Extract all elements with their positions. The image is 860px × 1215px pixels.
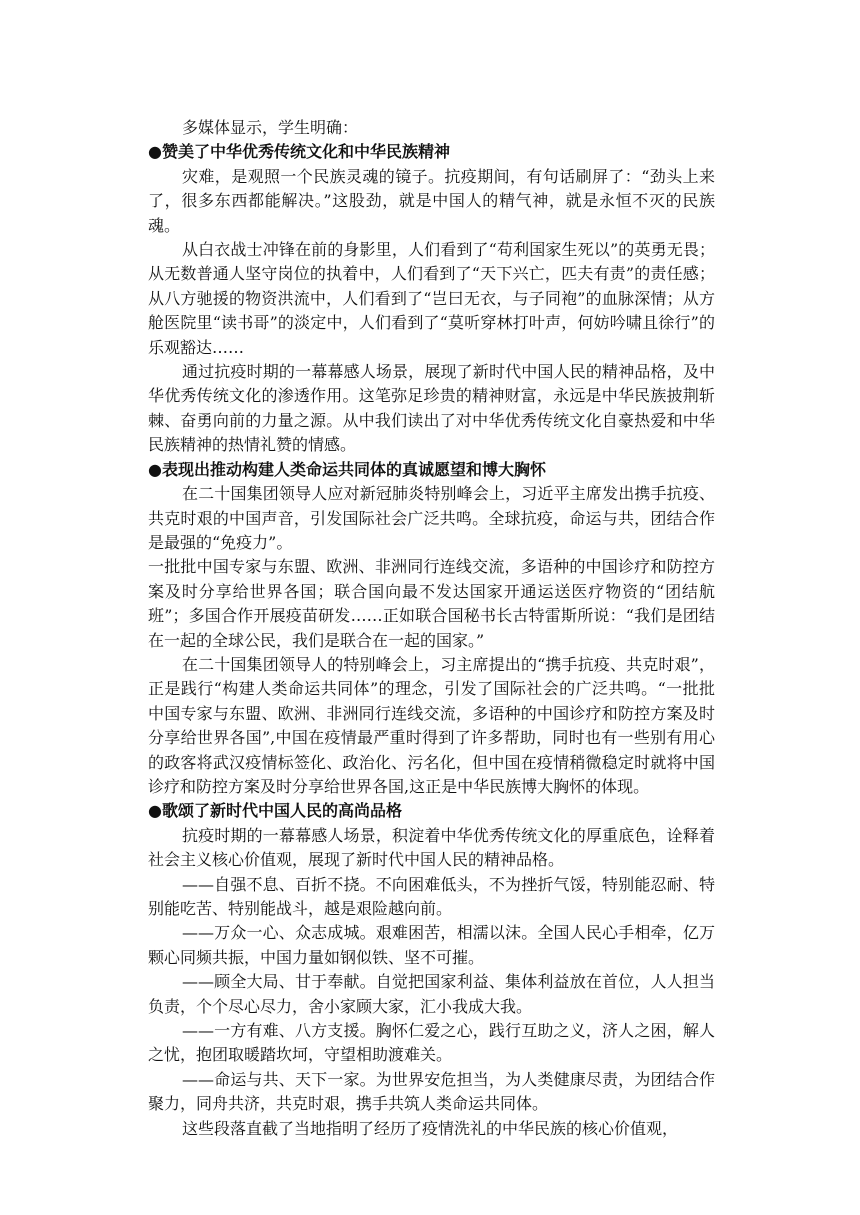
paragraph: ——顾全大局、甘于奉献。自觉把国家利益、集体利益放在首位，人人担当负责，个个尽心尽力，舍小家顾大家，汇小我成大我。 <box>148 972 715 1016</box>
section-heading <box>148 799 715 823</box>
bullet-icon: ● <box>148 801 162 821</box>
heading-text: 歌颂了新时代中国人民的高尚品格 <box>162 801 403 821</box>
paragraph: 抗疫时期的一幕幕感人场景，积淀着中华优秀传统文化的厚重底色，诠释着社会主义核心价值观，展现了新时代中国人民的精神品格。 <box>148 825 715 870</box>
paragraph: 灾难，是观照一个民族灵魂的镜子。抗疫期间，有句话刷屏了：“劲头上来了，很多东西都能解决。”这股劲，就是中国人的精气神，就是永恒不灭的民族魂。 <box>148 166 715 235</box>
heading-text: 表现出推动构建人类命运共同体的真诚愿望和博大胸怀 <box>162 459 547 479</box>
paragraph: ——自强不息、百折不挠。不向困难低头，不为挫折气馁，特别能忍耐、特别能吃苦、特别能战斗，越是艰险越向前。 <box>148 874 715 918</box>
paragraph: 从白衣战士冲锋在前的身影里，人们看到了“苟利国家生死以”的英勇无畏；从无数普通人坚守岗位的执着中，人们看到了“天下兴亡，匹夫有责”的责任感；从八方驰援的物资洪流中，人们看到了“岂曰无衣，与子同袍”的血脉深情；从方舱医院里“读书哥”的淡定中，人们看到了“莫听穿林打叶声，何妨吟啸且徐行”的乐观豁达…… <box>148 240 715 357</box>
heading-text: 赞美了中华优秀传统文化和中华民族精神 <box>162 142 451 162</box>
intro-line: 多媒体显示，学生明确： <box>182 118 359 137</box>
paragraph: ——万众一心、众志成城。艰难困苦，相濡以沫。全国人民心手相牵，亿万颗心同频共振，中国力量如钢似铁、坚不可摧。 <box>148 923 715 967</box>
bullet-icon: ● <box>148 142 162 162</box>
paragraph: 通过抗疫时期的一幕幕感人场景，展现了新时代中国人民的精神品格，及中华优秀传统文化的渗透作用。这笔弥足珍贵的精神财富，永远是中华民族披荆斩棘、奋勇向前的力量之源。从中我们读出了对中华优秀传统文化自豪热爱和中华民族精神的热情礼赞的情感。 <box>148 362 715 455</box>
document-body <box>148 116 715 1141</box>
paragraph: ——命运与共、天下一家。为世界安危担当，为人类健康尽责，为团结合作聚力，同舟共济，共克时艰，携手共筑人类命运共同体。 <box>148 1069 715 1114</box>
paragraph: 这些段落直截了当地指明了经历了疫情洗礼的中华民族的核心价值观， <box>182 1118 679 1138</box>
section-heading <box>148 140 715 164</box>
bullet-icon: ● <box>148 459 162 479</box>
paragraph: 一批批中国专家与东盟、欧洲、非洲同行连线交流，多语种的中国诊疗和防控方案及时分享给世界各国；联合国向最不发达国家开通运送医疗物资的“团结航班”；多国合作开展疫苗研发……正如联合国秘书长古特雷斯所说：“我们是团结在一起的全球公民，我们是联合在一起的国家。” <box>148 557 715 650</box>
paragraph: 在二十国集团领导人应对新冠肺炎特别峰会上，习近平主席发出携手抗疫、共克时艰的中国声音，引发国际社会广泛共鸣。全球抗疫，命运与共，团结合作是最强的“免疫力”。 <box>148 484 715 552</box>
paragraph: 在二十国集团领导人的特别峰会上，习主席提出的“携手抗疫、共克时艰”，正是践行“构建人类命运共同体”的理念，引发了国际社会的广泛共鸣。“一批批中国专家与东盟、欧洲、非洲同行连线交流，多语种的中国诊疗和防控方案及时分享给世界各国”,中国在疫情最严重时得到了许多帮助，同时也有一些别有用心的政客将武汉疫情标签化、政治化、污名化，但中国在疫情稍微稳定时就将中国诊疗和防控方案及时分享给世界各国,这正是中华民族博大胸怀的体现。 <box>148 654 715 796</box>
paragraph: ——一方有难、八方支援。胸怀仁爱之心，践行互助之义，济人之困，解人之忧，抱团取暖踏坎坷，守望相助渡难关。 <box>148 1021 715 1065</box>
section-heading <box>148 458 715 482</box>
